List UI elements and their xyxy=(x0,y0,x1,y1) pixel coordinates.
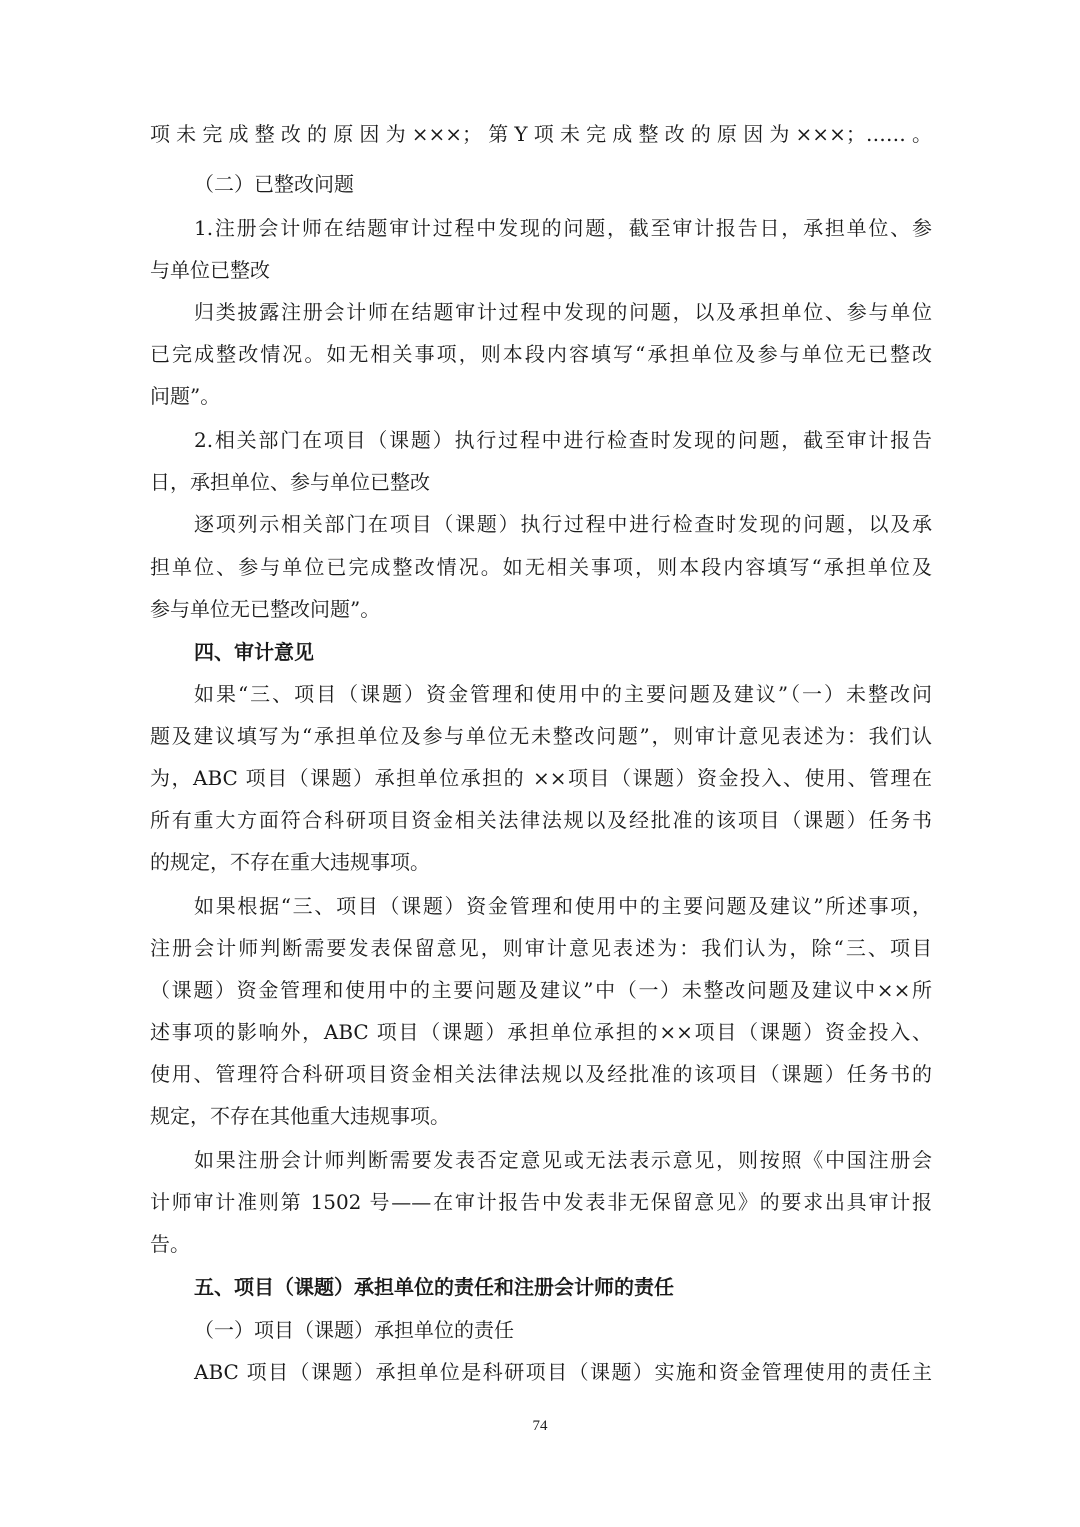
section-heading: 五、项目（课题）承担单位的责任和注册会计师的责任 xyxy=(194,1275,674,1299)
text-line: 为，ABC 项目（课题）承担单位承担的 ××项目（课题）资金投入、使用、管理在 xyxy=(150,766,932,790)
text-line: 使用、管理符合科研项目资金相关法律法规以及经批准的该项目（课题）任务书的 xyxy=(150,1062,932,1086)
text-line: 问题”。 xyxy=(150,384,221,408)
text-line: 如果根据“三、项目（课题）资金管理和使用中的主要问题及建议”所述事项， xyxy=(194,894,932,918)
text-line: 如果注册会计师判断需要发表否定意见或无法表示意见，则按照《中国注册会 xyxy=(194,1148,932,1172)
text-line: ABC 项目（课题）承担单位是科研项目（课题）实施和资金管理使用的责任主 xyxy=(194,1360,932,1384)
text-line: 担单位、参与单位已完成整改情况。如无相关事项，则本段内容填写“承担单位及 xyxy=(150,555,932,579)
text-line: 与单位已整改 xyxy=(150,258,270,282)
text-line: 已完成整改情况。如无相关事项，则本段内容填写“承担单位及参与单位无已整改 xyxy=(150,342,932,366)
text-line: 计师审计准则第 1502 号——在审计报告中发表非无保留意见》的要求出具审计报 xyxy=(150,1190,932,1214)
text-line: 规定，不存在其他重大违规事项。 xyxy=(150,1104,450,1128)
page-number: 74 xyxy=(532,1418,548,1434)
text-line: 1.注册会计师在结题审计过程中发现的问题，截至审计报告日，承担单位、参 xyxy=(194,216,932,240)
text-line: （课题）资金管理和使用中的主要问题及建议”中（一）未整改问题及建议中××所 xyxy=(150,978,932,1002)
text-line: 的规定，不存在重大违规事项。 xyxy=(150,850,430,874)
text-line: 述事项的影响外，ABC 项目（课题）承担单位承担的××项目（课题）资金投入、 xyxy=(150,1020,932,1044)
section-heading: 四、审计意见 xyxy=(194,640,314,664)
text-line: 题及建议填写为“承担单位及参与单位无未整改问题”，则审计意见表述为：我们认 xyxy=(150,724,932,748)
text-line: 项未完成整改的原因为×××；第Y项未完成整改的原因为×××；……。 xyxy=(150,122,932,146)
text-line: 日，承担单位、参与单位已整改 xyxy=(150,470,430,494)
subsection-heading: （二）已整改问题 xyxy=(194,172,354,196)
text-line: 归类披露注册会计师在结题审计过程中发现的问题，以及承担单位、参与单位 xyxy=(194,300,932,324)
text-line: 注册会计师判断需要发表保留意见，则审计意见表述为：我们认为，除“三、项目 xyxy=(150,936,932,960)
text-line: 逐项列示相关部门在项目（课题）执行过程中进行检查时发现的问题，以及承 xyxy=(194,512,932,536)
text-line: 2.相关部门在项目（课题）执行过程中进行检查时发现的问题，截至审计报告 xyxy=(194,428,932,452)
text-line: 参与单位无已整改问题”。 xyxy=(150,597,381,621)
text-line: 如果“三、项目（课题）资金管理和使用中的主要问题及建议”（一）未整改问 xyxy=(194,682,932,706)
subsection-heading: （一）项目（课题）承担单位的责任 xyxy=(194,1318,514,1342)
text-line: 所有重大方面符合科研项目资金相关法律法规以及经批准的该项目（课题）任务书 xyxy=(150,808,932,832)
text-line: 告。 xyxy=(150,1232,190,1256)
